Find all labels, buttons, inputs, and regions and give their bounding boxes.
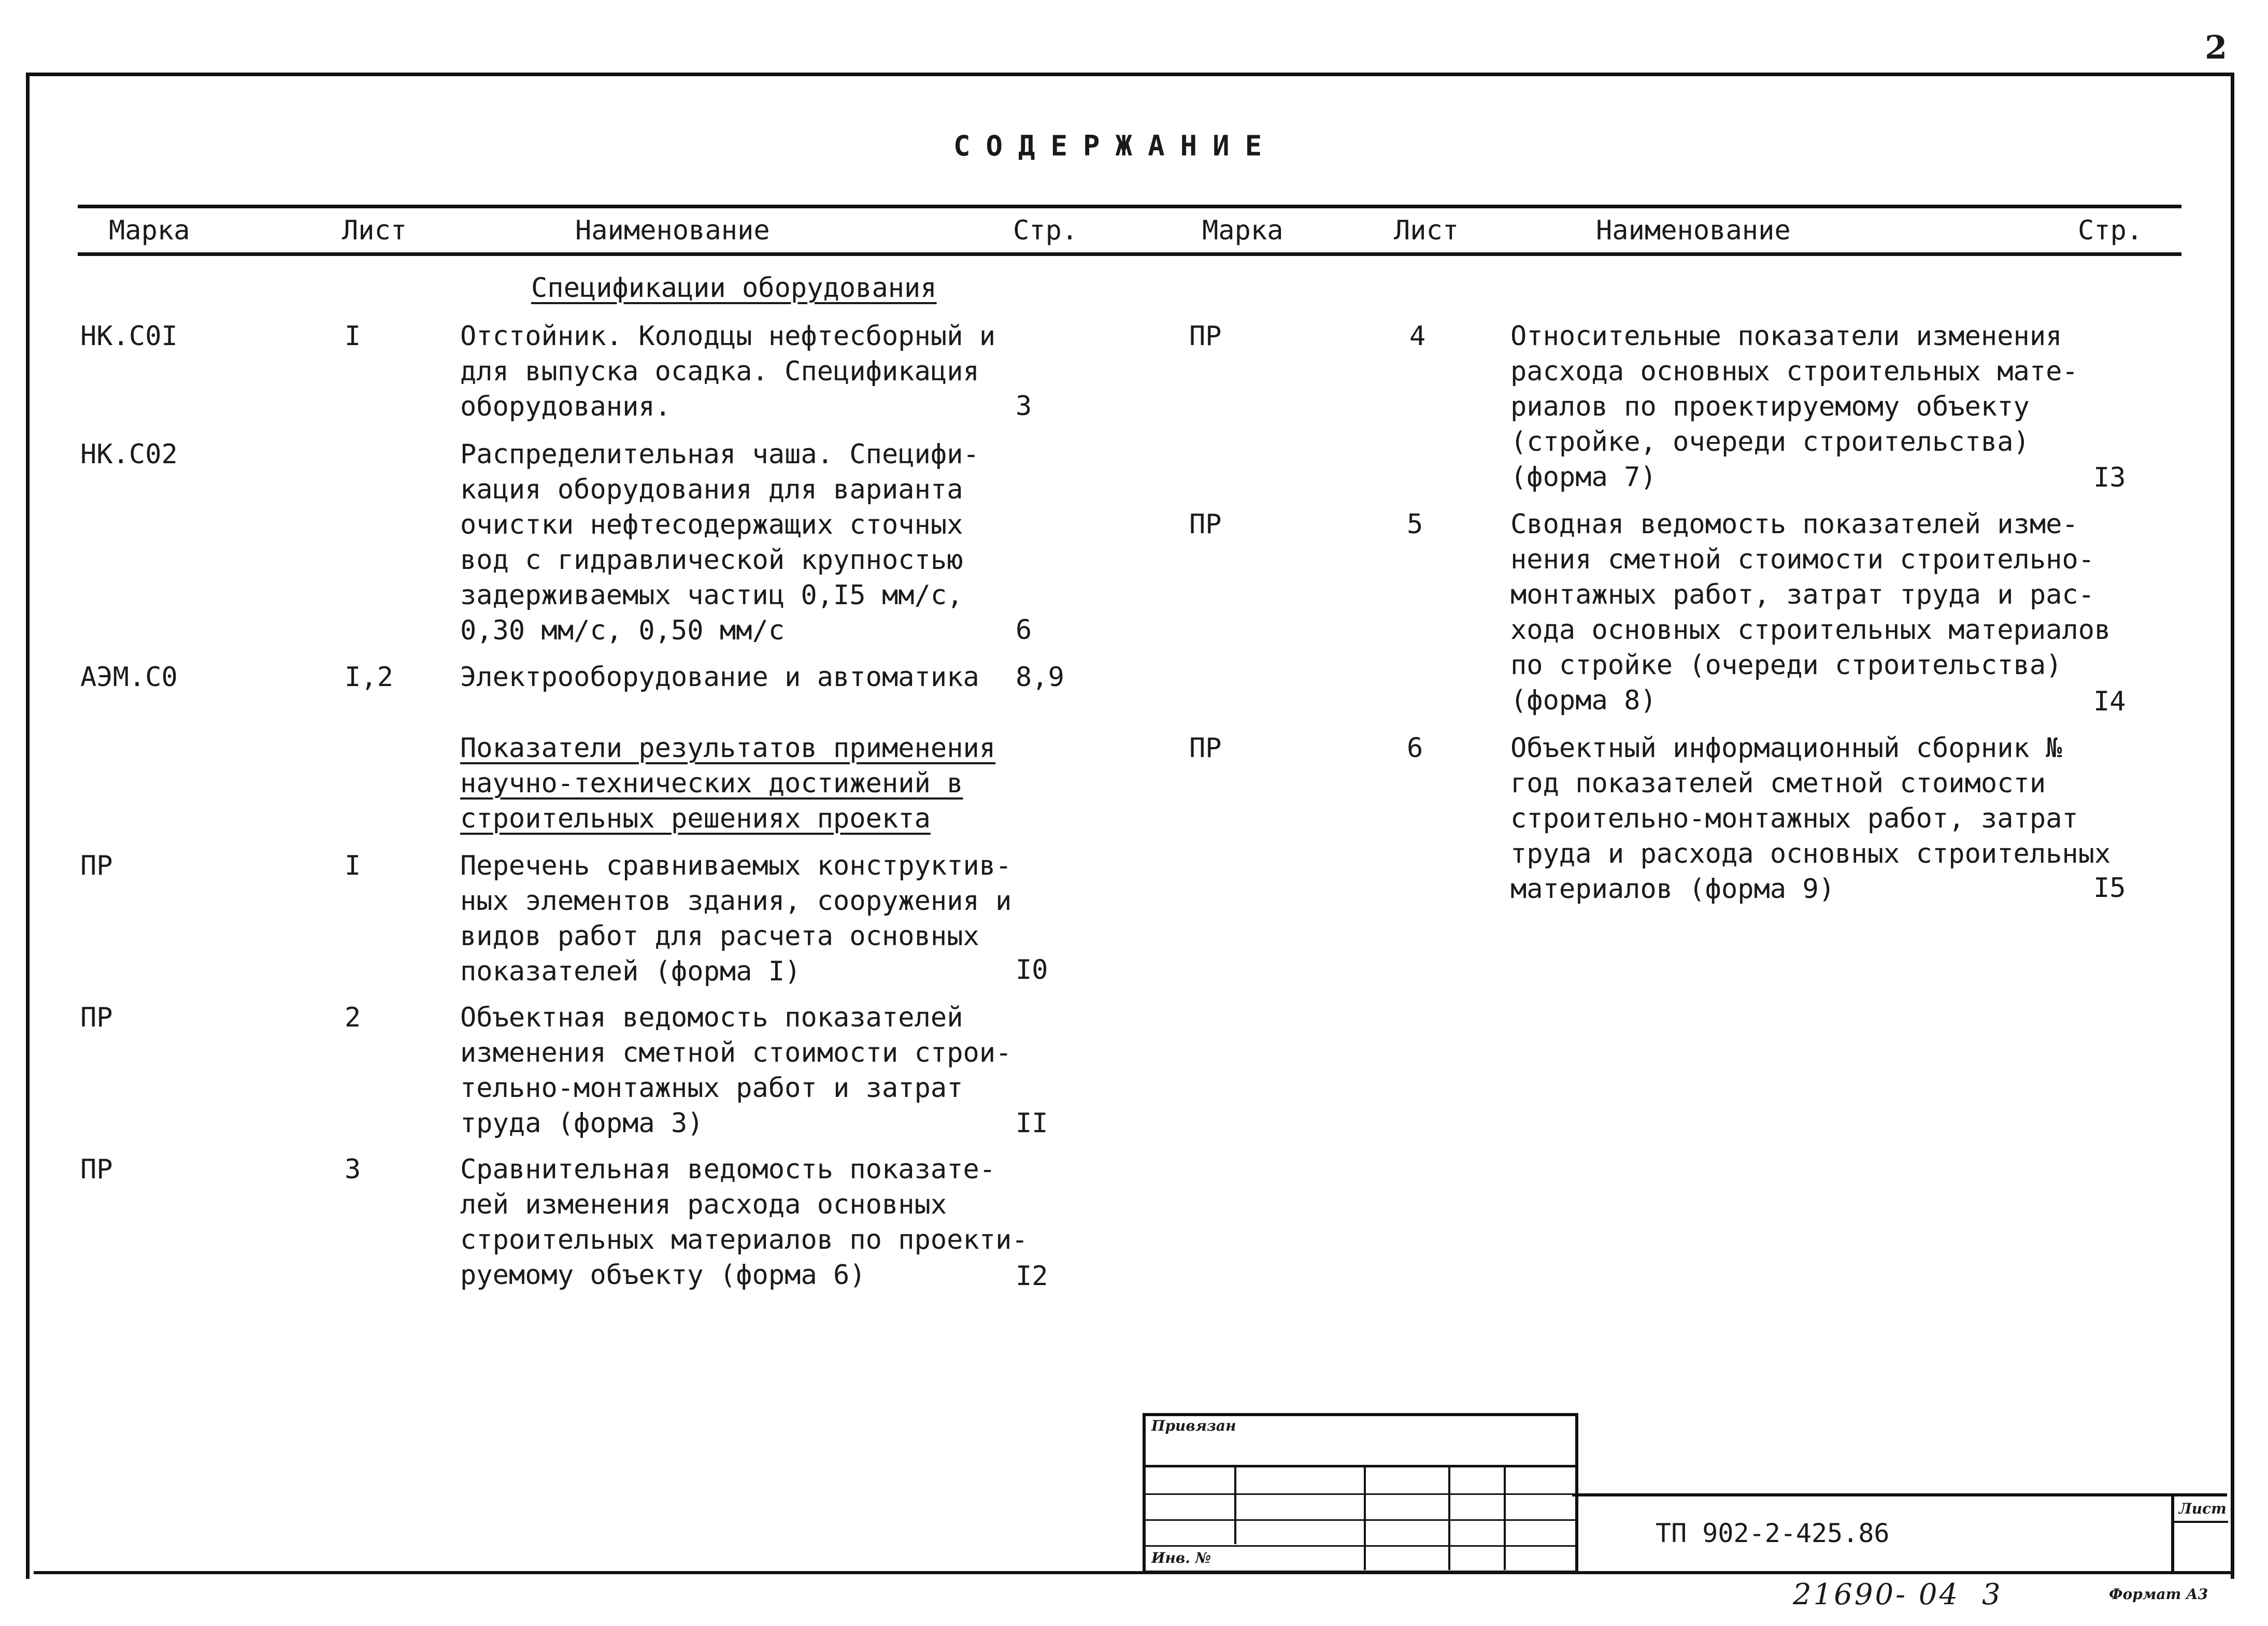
row-name: Электрооборудование и автоматика	[460, 662, 979, 693]
header-bottom-line	[78, 252, 2181, 256]
sheet-cell-line	[2171, 1521, 2228, 1523]
handwritten-number: 21690- 04	[1793, 1578, 1960, 1611]
row-page: I0	[1016, 954, 1048, 986]
row-mark: НК.С02	[80, 439, 178, 470]
row-page: I5	[2093, 873, 2126, 904]
row-sheet: 3	[345, 1154, 361, 1185]
page-title: СОДЕРЖАНИЕ	[953, 130, 1278, 162]
stamp-vline	[1504, 1466, 1506, 1570]
row-sheet: I	[345, 850, 361, 881]
row-mark: ПР	[80, 1002, 113, 1033]
row-page: I3	[2093, 462, 2126, 493]
stamp-vline	[1364, 1466, 1366, 1570]
row-sheet: 6	[1407, 733, 1423, 764]
col-header-page-right: Стр.	[2078, 215, 2143, 246]
sheet-cell-vline	[2171, 1493, 2174, 1571]
row-page: 3	[1016, 391, 1032, 422]
row-name: Отстойник. Колодцы нефтесборный и для выпуска осадка. Спецификация оборудования.	[460, 321, 996, 422]
row-sheet: 2	[345, 1002, 361, 1033]
row-name: Относительные показатели изменения расхода основных строительных мате- риалов по проектируемому объекту (стройке, очереди строительства) (форма 7)	[1510, 321, 2078, 493]
row-name: Объектная ведомость показателей изменения сметной стоимости строи- тельно-монтажных работ и затрат труда (форма 3)	[460, 1002, 1012, 1139]
stamp-line	[1143, 1465, 1575, 1467]
row-page: 8,9	[1016, 662, 1064, 693]
col-header-name-left: Наименование	[575, 215, 770, 246]
page-number: 2	[2205, 28, 2228, 66]
row-mark: АЭМ.С0	[80, 662, 178, 693]
row-page: I2	[1016, 1261, 1048, 1292]
col-header-mark-right: Марка	[1202, 215, 1283, 246]
col-header-sheet-right: Лист	[1394, 215, 1459, 246]
section-title-equipment: Спецификации оборудования	[531, 273, 937, 304]
row-mark: ПР	[1189, 321, 1222, 352]
row-mark: ПР	[80, 1154, 113, 1185]
row-mark: ПР	[1189, 733, 1222, 764]
row-name: Перечень сравниваемых конструктив- ных элементов здания, сооружения и видов работ для расчета основных показателей (форма I)	[460, 850, 1012, 987]
row-sheet: I	[345, 321, 361, 352]
stamp-line	[1143, 1493, 1575, 1495]
stamp-line	[1143, 1545, 1575, 1547]
row-mark: ПР	[1189, 509, 1222, 540]
row-sheet: 5	[1407, 509, 1423, 540]
format-label: Формат А3	[2109, 1586, 2208, 1603]
stamp-line	[1143, 1519, 1575, 1521]
section-title-indicators: Показатели результатов применения научно-технических достижений в строительных решениях проекта	[460, 733, 996, 834]
row-mark: ПР	[80, 850, 113, 881]
row-sheet: I,2	[345, 662, 393, 693]
sheet-cell-label: Лист	[2179, 1500, 2227, 1517]
col-header-mark-left: Марка	[109, 215, 190, 246]
handwritten-page: 3	[1982, 1578, 2003, 1611]
stamp-inv-label: Инв. №	[1151, 1549, 1211, 1566]
stamp-vline	[1234, 1466, 1236, 1544]
frame-bottom-line	[34, 1571, 2231, 1574]
document-code: ТП 902-2-425.86	[1656, 1518, 1890, 1548]
row-page: II	[1016, 1108, 1048, 1139]
col-header-sheet-left: Лист	[342, 215, 407, 246]
row-page: 6	[1016, 615, 1032, 646]
stamp-privyazan-label: Привязан	[1151, 1417, 1236, 1434]
code-block-top-line	[1572, 1493, 2227, 1496]
row-name: Сводная ведомость показателей изме- нения сметной стоимости строительно- монтажных работ, затрат труда и рас- хода основных строительных материалов по стройке (очереди строительства) (форма 8)	[1510, 509, 2111, 716]
row-name: Сравнительная ведомость показате- лей изменения расхода основных строительных материалов по проекти- руемому объекту (форма 6)	[460, 1154, 1028, 1291]
header-top-line	[78, 205, 2181, 208]
row-name: Объектный информационный сборник № год показателей сметной стоимости строительно-монтажных работ, затрат труда и расхода основных строительных материалов (форма 9)	[1510, 733, 2111, 905]
row-mark: НК.С0I	[80, 321, 178, 352]
row-page: I4	[2093, 686, 2126, 717]
col-header-name-right: Наименование	[1596, 215, 1791, 246]
stamp-vline	[1448, 1466, 1450, 1570]
row-sheet: 4	[1409, 321, 1426, 352]
col-header-page-left: Стр.	[1013, 215, 1078, 246]
row-name: Распределительная чаша. Специфи- кация оборудования для варианта очистки нефтесодержащих сточных вод с гидравлической крупностью задерживаемых частиц 0,I5 мм/с, 0,30 мм/с, 0,50 мм/с	[460, 439, 979, 646]
